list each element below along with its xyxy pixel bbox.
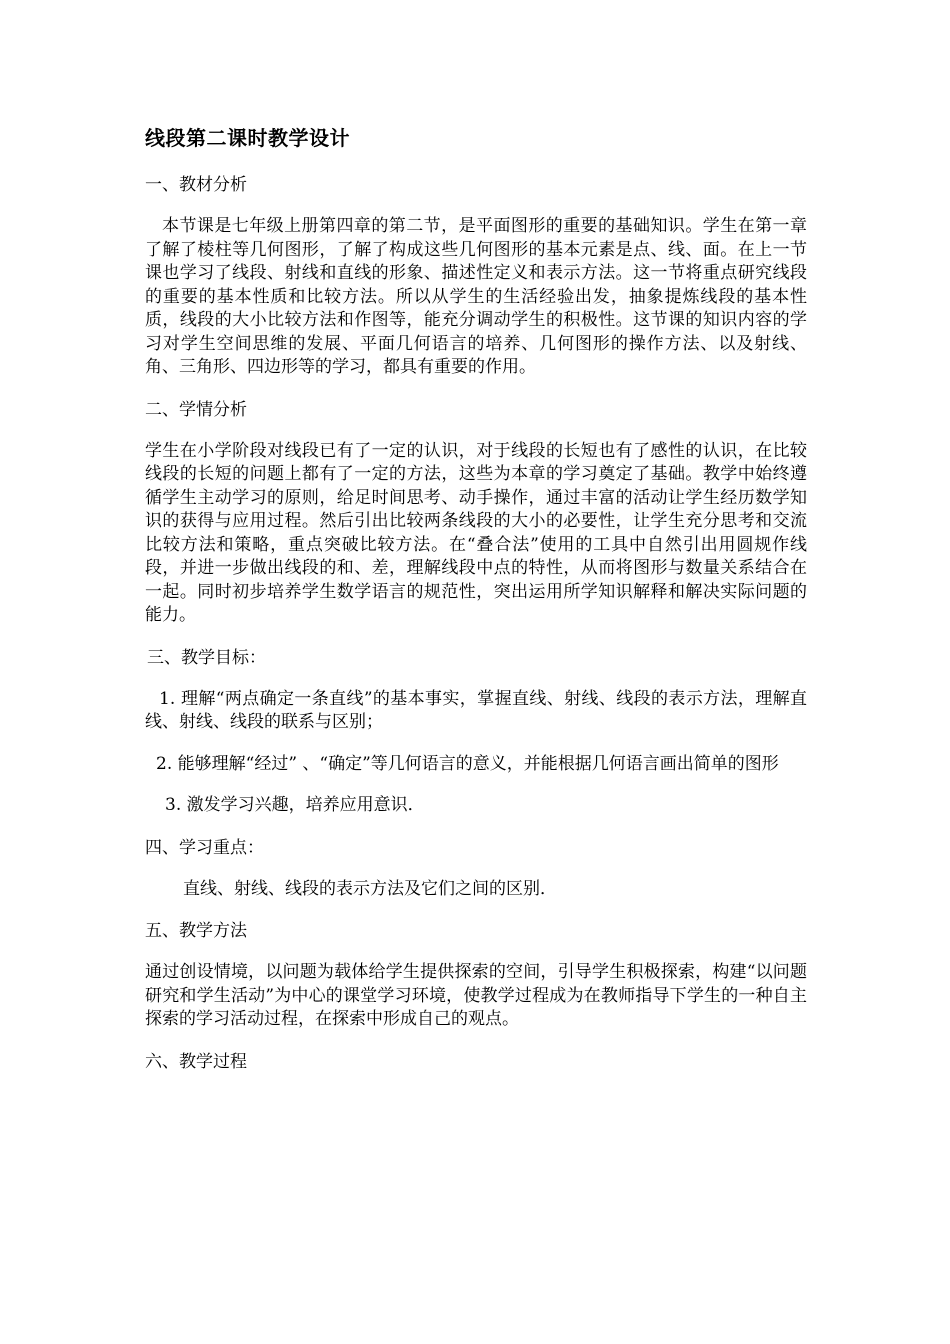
paragraph-student-analysis: 学生在小学阶段对线段已有了一定的认识，对于线段的长短也有了感性的认识，在比较线段的长短的问题上都有了一定的方法，这些为本章的学习奠定了基础。教学中始终遵循学生主动学习的原则，给足时间思考、动手操作，通过丰富的活动让学生经历数学知识的获得与应用过程。然后引出比较两条线段的大小的必要性，让学生充分思考和交流比较方法和策略，重点突破比较方法。在“叠合法”使用的工具中自然引出用圆规作线段，并进一步做出线段的和、差，理解线段中点的特性，从而将图形与数量关系结合在一起。同时初步培养学生数学语言的规范性，突出运用所学知识解释和解决实际问题的能力。 — [145, 440, 807, 625]
section-heading-key-points: 四、学习重点： — [145, 837, 264, 858]
section-heading-teaching-process: 六、教学过程 — [145, 1051, 247, 1072]
goal-item-1: 1. 理解“两点确定一条直线”的基本事实，掌握直线、射线、线段的表示方法，理解直线、射线、线段的联系与区别； — [145, 688, 807, 732]
section-heading-teaching-methods: 五、教学方法 — [145, 921, 247, 941]
document-title: 线段第二课时教学设计 — [145, 126, 350, 150]
goal-item-2: 2. 能够理解“经过” 、“确定”等几何语言的意义，并能根据几何语言画出简单的图形 — [156, 753, 779, 774]
paragraph-key-points: 直线、射线、线段的表示方法及它们之间的区别． — [183, 878, 557, 899]
document-page — [145, 125, 807, 1092]
goal-item-3: 3. 激发学习兴趣，培养应用意识． — [165, 795, 425, 815]
paragraph-teaching-methods: 通过创设情境，以问题为载体给学生提供探索的空间，引导学生积极探索，构建“以问题研究和学生活动”为中心的课堂学习环境，使教学过程成为在教师指导下学生的一种自主探索的学习活动过程，在探索中形成自己的观点。 — [145, 962, 807, 1029]
section-heading-teaching-goals: 三、教学目标： — [147, 647, 266, 668]
paragraph-textbook-analysis: 本节课是七年级上册第四章的第二节，是平面图形的重要的基础知识。学生在第一章了解了棱柱等几何图形，了解了构成这些几何图形的基本元素是点、线、面。在上一节课也学习了线段、射线和直线的形象、描述性定义和表示方法。这一节将重点研究线段的重要的基本性质和比较方法。所以从学生的生活经验出发，抽象提炼线段的基本性质，线段的大小比较方法和作图等，能充分调动学生的积极性。这节课的知识内容的学习对学生空间思维的发展、平面几何语言的培养、几何图形的操作方法、以及射线、角、三角形、四边形等的学习，都具有重要的作用。 — [145, 216, 807, 377]
section-heading-textbook-analysis: 一、教材分析 — [145, 175, 247, 195]
section-heading-student-analysis: 二、学情分析 — [145, 399, 247, 420]
